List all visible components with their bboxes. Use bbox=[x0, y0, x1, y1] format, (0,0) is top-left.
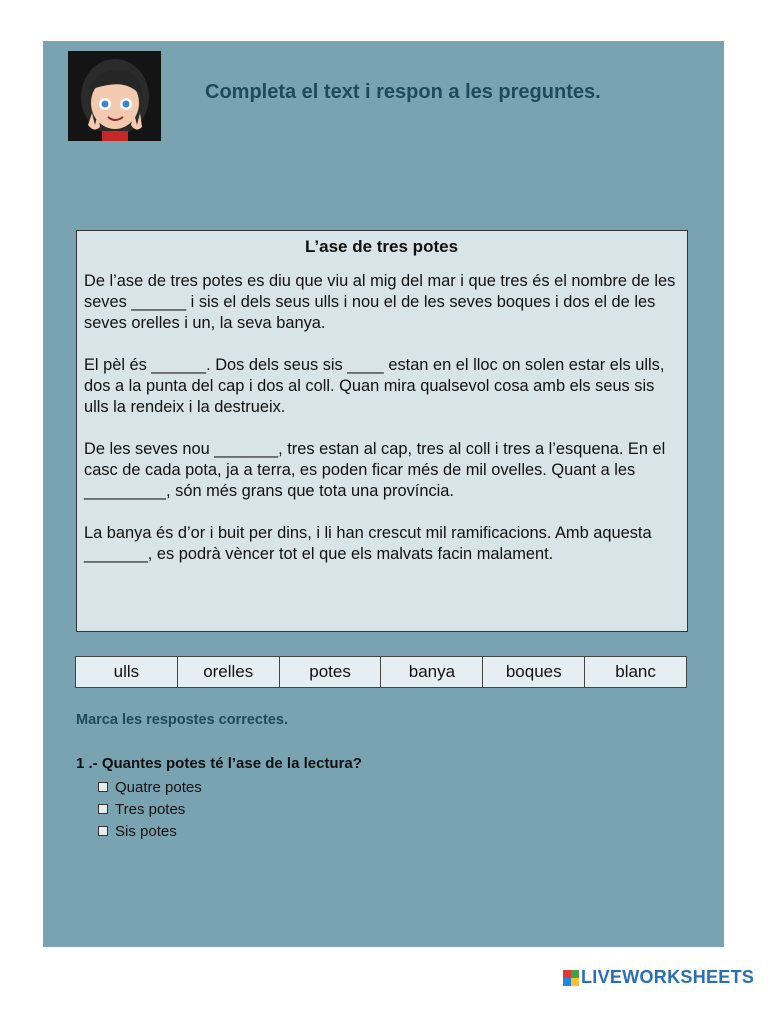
story-box bbox=[76, 230, 688, 632]
instructions: Marca les respostes correctes. bbox=[76, 712, 288, 728]
logo-square bbox=[571, 970, 579, 978]
story-paragraph: De les seves nou _______, tres estan al cap, tres al coll i tres a l’esquena. En el casc de cada pota, ja a terra, es poden ficar més de mil ovelles. Quant a les _________, són més grans que tota una província. bbox=[84, 440, 666, 500]
liveworksheets-logo-icon bbox=[563, 970, 579, 986]
word-bank-item[interactable]: boques bbox=[483, 657, 585, 687]
logo-square bbox=[571, 978, 579, 986]
cartoon-girl-icon bbox=[68, 51, 161, 141]
word-bank-item[interactable]: ulls bbox=[76, 657, 178, 687]
logo-square bbox=[563, 970, 571, 978]
logo-square bbox=[563, 978, 571, 986]
answer-options bbox=[98, 776, 202, 842]
word-bank-item[interactable]: orelles bbox=[178, 657, 280, 687]
question-text: 1 .- Quantes potes té l’ase de la lectura? bbox=[76, 755, 362, 772]
story-paragraph: La banya és d’or i buit per dins, i li han crescut mil ramificacions. Amb aquesta _______, es podrà vèncer tot el que els malvats facin malament. bbox=[84, 524, 652, 563]
answer-option-label: Quatre potes bbox=[115, 778, 202, 796]
answer-option-label: Tres potes bbox=[115, 800, 186, 818]
page-title: Completa el text i respon a les preguntes. bbox=[205, 81, 601, 103]
story-paragraph: El pèl és ______. Dos dels seus sis ____ estan en el lloc on solen estar els ulls, dos a la punta del cap i dos al coll. Quan mira qualsevol cosa amb els seus sis ulls la rendeix i la destrueix. bbox=[84, 356, 665, 416]
worksheet-page bbox=[43, 41, 755, 987]
answer-option[interactable] bbox=[98, 776, 202, 798]
answer-option[interactable] bbox=[98, 820, 202, 842]
word-bank-item[interactable]: potes bbox=[280, 657, 382, 687]
checkbox[interactable] bbox=[98, 804, 108, 814]
story-paragraph: De l’ase de tres potes es diu que viu al mig del mar i que tres és el nombre de les seves ______ i sis el dels seus ulls i nou el de les seves boques i dos el de les seves orelles i un, la seva banya. bbox=[84, 272, 676, 332]
avatar bbox=[68, 51, 161, 141]
word-bank-item[interactable]: banya bbox=[381, 657, 483, 687]
checkbox[interactable] bbox=[98, 782, 108, 792]
word-bank bbox=[75, 656, 687, 688]
answer-option[interactable] bbox=[98, 798, 202, 820]
word-bank-item[interactable]: blanc bbox=[615, 662, 656, 681]
answer-option-label: Sis potes bbox=[115, 822, 177, 840]
checkbox[interactable] bbox=[98, 826, 108, 836]
brand-logo[interactable] bbox=[563, 967, 754, 988]
story-title: L’ase de tres potes bbox=[304, 237, 459, 256]
brand-name: LIVEWORKSHEETS bbox=[581, 967, 755, 987]
